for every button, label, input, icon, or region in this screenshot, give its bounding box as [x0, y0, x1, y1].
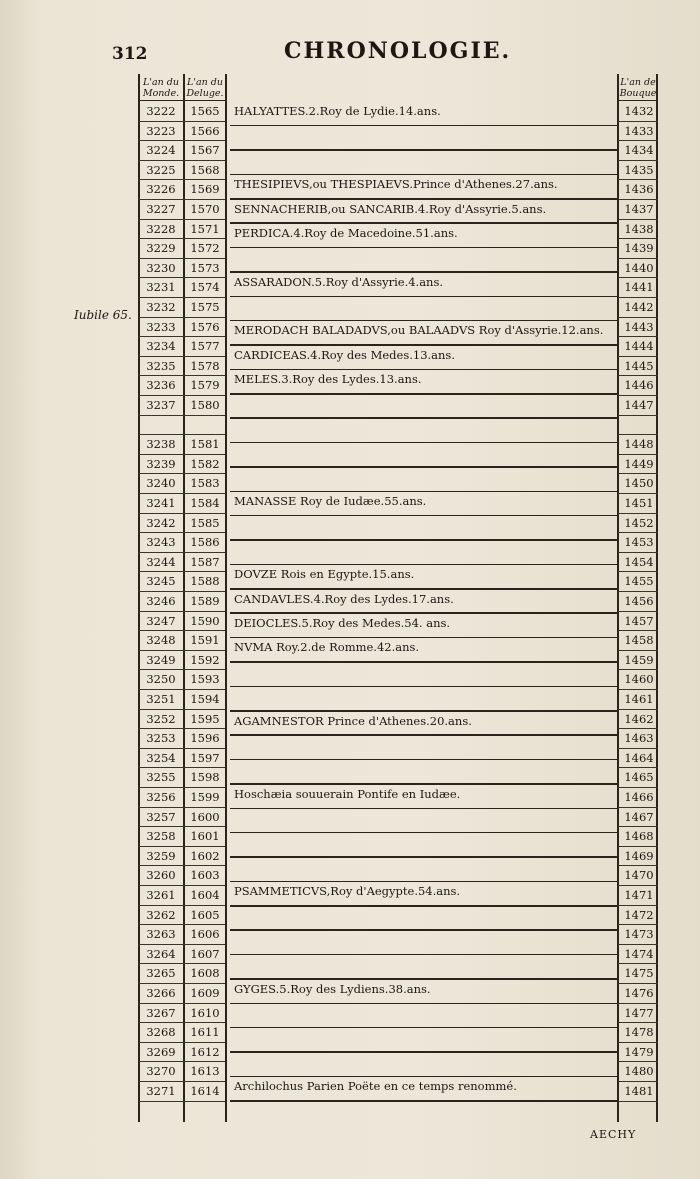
chronicle-entry — [230, 468, 618, 492]
year-of-world-cell: 3260 — [146, 868, 176, 883]
year-right-cell: 1443 — [624, 319, 654, 334]
running-title: CHRONOLOGIE. — [284, 38, 512, 64]
entry-text: CARDICEAS.4.Roy des Medes.13.ans. — [234, 347, 455, 362]
year-of-world-cell: 3248 — [146, 633, 176, 648]
chronicle-entry — [230, 955, 618, 979]
year-of-deluge-cell: 1591 — [190, 633, 220, 648]
year-of-world-cell: 3229 — [146, 241, 176, 256]
entry-text: MERODACH BALADADVS,ou BALAADVS Roy d'Assyrie.12.ans. — [234, 323, 604, 338]
year-right-cell: 1462 — [624, 711, 654, 726]
year-of-world-cell: 3256 — [146, 790, 176, 804]
year-of-world-cell: 3241 — [146, 496, 176, 510]
chronicle-entry — [230, 273, 618, 297]
year-of-deluge-cell: 1571 — [190, 221, 220, 236]
entry-text: MANASSE Roy de Iudæe.55.ans. — [234, 494, 427, 509]
year-right-cell: 1478 — [624, 1025, 654, 1040]
year-of-world-cell: 3245 — [146, 574, 176, 589]
year-right-cell: 1454 — [624, 554, 654, 569]
year-right-cell: 1446 — [624, 378, 654, 393]
year-right-cell: 1477 — [624, 1005, 654, 1020]
year-right-cell: 1445 — [624, 358, 654, 373]
year-of-world-cell: 3226 — [146, 182, 176, 197]
entry-text: SENNACHERIB,ou SANCARIB.4.Roy d'Assyrie.5.ans. — [234, 201, 547, 216]
year-of-world-cell: 3261 — [146, 888, 176, 902]
chronicle-entry — [230, 1053, 618, 1077]
year-of-world-cell: 3263 — [146, 927, 176, 942]
year-of-deluge-cell: 1574 — [190, 280, 220, 295]
year-of-deluge-cell: 1594 — [190, 692, 220, 706]
chronicle-entry — [230, 297, 618, 321]
year-right-cell: 1447 — [624, 398, 654, 412]
year-of-world-cell: 3265 — [146, 966, 176, 981]
year-of-deluge-cell: 1570 — [190, 202, 220, 216]
chronicle-entry — [230, 346, 618, 370]
year-of-deluge-cell: 1593 — [190, 672, 220, 687]
year-right-cell: 1433 — [624, 123, 654, 138]
year-of-world-cell: 3227 — [146, 202, 176, 216]
year-of-deluge-cell: 1575 — [190, 300, 220, 314]
chronicle-entry — [230, 614, 618, 638]
entry-text: PERDICA.4.Roy de Macedoine.51.ans. — [234, 225, 458, 240]
year-of-world-cell: 3234 — [146, 339, 176, 354]
year-right-cell: 1453 — [624, 535, 654, 550]
year-of-world-cell: 3223 — [146, 123, 176, 138]
year-of-world-cell: 3252 — [146, 711, 176, 726]
year-of-world-cell: 3222 — [146, 104, 176, 118]
year-right-cell: 1467 — [624, 809, 654, 824]
year-of-world-cell: 3233 — [146, 319, 176, 334]
year-of-deluge-cell: 1582 — [190, 456, 220, 471]
year-of-deluge-cell: 1592 — [190, 652, 220, 667]
entry-text: Archilochus Parien Poëte en ce temps renommé. — [234, 1079, 517, 1094]
year-of-deluge-cell: 1590 — [190, 613, 220, 628]
header-bouque: L'an de Bouque — [619, 77, 657, 99]
year-right-cell: 1468 — [624, 829, 654, 844]
year-right-cell: 1456 — [624, 594, 654, 608]
year-right-cell: 1438 — [624, 221, 654, 236]
chronicle-entry — [230, 931, 618, 955]
chronicle-entry — [230, 858, 618, 882]
year-of-deluge-cell: 1587 — [190, 554, 220, 569]
year-of-deluge-cell: 1588 — [190, 574, 220, 589]
year-of-deluge-cell: 1586 — [190, 535, 220, 550]
year-of-deluge-cell: 1573 — [190, 260, 220, 275]
header-rule — [618, 100, 658, 101]
chronicle-entry — [230, 785, 618, 809]
entry-text: NVMA Roy.2.de Romme.42.ans. — [234, 640, 420, 655]
year-right-cell: 1474 — [624, 946, 654, 961]
year-of-deluge-cell: 1589 — [190, 594, 220, 608]
entry-text: AGAMNESTOR Prince d'Athenes.20.ans. — [234, 713, 472, 728]
year-of-world-cell: 3251 — [146, 692, 176, 706]
year-right-cell: 1457 — [624, 613, 654, 628]
year-right-cell: 1437 — [624, 202, 654, 216]
year-of-world-cell: 3247 — [146, 613, 176, 628]
year-of-world-cell: 3224 — [146, 143, 176, 158]
year-of-world-cell: 3240 — [146, 476, 176, 491]
year-of-deluge-cell: 1599 — [190, 790, 220, 804]
chronology-table — [138, 74, 658, 1122]
year-right-cell: 1469 — [624, 848, 654, 863]
year-right-cell: 1460 — [624, 672, 654, 687]
chronicle-entry — [230, 419, 618, 443]
header-rule — [138, 100, 225, 101]
entry-text: ASSARADON.5.Roy d'Assyrie.4.ans. — [234, 274, 444, 289]
year-of-world-cell: 3230 — [146, 260, 176, 275]
page-number: 312 — [112, 44, 148, 64]
year-of-world-cell: 3257 — [146, 809, 176, 824]
year-right-cell: 1475 — [624, 966, 654, 981]
year-of-deluge-cell: 1597 — [190, 750, 220, 765]
year-of-world-cell: 3266 — [146, 986, 176, 1000]
margin-note-jubilee: Iubile 65. — [74, 308, 132, 322]
year-of-deluge-cell: 1584 — [190, 496, 220, 510]
year-of-world-cell: 3236 — [146, 378, 176, 393]
year-right-cell: 1472 — [624, 907, 654, 922]
chronicle-entry — [230, 882, 618, 906]
year-of-world-cell: 3243 — [146, 535, 176, 550]
chronicle-entry — [230, 126, 618, 150]
year-right-cell: 1455 — [624, 574, 654, 589]
year-of-world-cell: 3232 — [146, 300, 176, 314]
year-of-deluge-cell: 1580 — [190, 398, 220, 412]
entry-text: Hoschæia souuerain Pontife en Iudæe. — [234, 786, 461, 801]
chronicle-entry — [230, 1028, 618, 1052]
year-of-deluge-cell: 1595 — [190, 711, 220, 726]
year-of-world-cell: 3225 — [146, 162, 176, 177]
year-right-cell: 1473 — [624, 927, 654, 942]
entry-text: HALYATTES.2.Roy de Lydie.14.ans. — [234, 104, 441, 118]
year-of-deluge-cell: 1605 — [190, 907, 220, 922]
row-rule — [138, 1101, 225, 1102]
year-of-world-cell: 3250 — [146, 672, 176, 687]
year-of-deluge-cell: 1577 — [190, 339, 220, 354]
row-rule — [618, 1101, 658, 1102]
entry-text: THESIPIEVS,ou THESPIAEVS.Prince d'Athenes.27.ans. — [234, 177, 558, 192]
entry-text: CANDAVLES.4.Roy des Lydes.17.ans. — [234, 591, 454, 606]
chronicle-entry — [230, 321, 618, 345]
year-right-cell: 1458 — [624, 633, 654, 648]
chronicle-entry — [230, 663, 618, 687]
year-of-deluge-cell: 1610 — [190, 1005, 220, 1020]
year-of-world-cell: 3255 — [146, 770, 176, 785]
chronicle-entry — [230, 833, 618, 857]
catchword: AECHY — [590, 1128, 637, 1141]
year-of-deluge-cell: 1581 — [190, 437, 220, 452]
year-right-cell: 1470 — [624, 868, 654, 883]
year-of-world-cell: 3228 — [146, 221, 176, 236]
year-right-cell: 1481 — [624, 1084, 654, 1098]
year-of-deluge-cell: 1613 — [190, 1064, 220, 1079]
year-of-deluge-cell: 1603 — [190, 868, 220, 883]
year-of-world-cell: 3242 — [146, 515, 176, 530]
year-of-world-cell: 3264 — [146, 946, 176, 961]
entry-text: DOVZE Rois en Egypte.15.ans. — [234, 567, 415, 582]
entry-text: PSAMMETICVS,Roy d'Aegypte.54.ans. — [234, 884, 461, 899]
year-of-world-cell: 3246 — [146, 594, 176, 608]
year-of-world-cell: 3244 — [146, 554, 176, 569]
year-right-cell: 1466 — [624, 790, 654, 804]
year-of-deluge-cell: 1572 — [190, 241, 220, 256]
chronicle-entry — [230, 565, 618, 589]
year-of-deluge-cell: 1566 — [190, 123, 220, 138]
chronicle-entry — [230, 809, 618, 833]
year-of-deluge-cell: 1585 — [190, 515, 220, 530]
year-right-cell: 1464 — [624, 750, 654, 765]
chronicle-entry — [230, 1004, 618, 1028]
year-right-cell: 1436 — [624, 182, 654, 197]
year-of-world-cell: 3254 — [146, 750, 176, 765]
year-of-deluge-cell: 1606 — [190, 927, 220, 942]
year-right-cell: 1441 — [624, 280, 654, 295]
year-of-world-cell: 3249 — [146, 652, 176, 667]
entry-text: DEIOCLES.5.Roy des Medes.54. ans. — [234, 615, 451, 630]
year-of-world-cell: 3239 — [146, 456, 176, 471]
year-right-cell: 1471 — [624, 888, 654, 902]
chronicle-entry — [230, 590, 618, 614]
chronicle-entry — [230, 492, 618, 516]
year-of-world-cell: 3262 — [146, 907, 176, 922]
chronicle-entry — [230, 687, 618, 711]
year-right-cell: 1451 — [624, 496, 654, 510]
chronicle-entry — [230, 370, 618, 394]
header-monde: L'an du Monde. — [142, 77, 180, 99]
year-of-world-cell: 3259 — [146, 848, 176, 863]
chronicle-entry — [230, 224, 618, 248]
year-right-cell: 1450 — [624, 476, 654, 491]
year-of-world-cell: 3253 — [146, 731, 176, 746]
year-of-deluge-cell: 1607 — [190, 946, 220, 961]
year-of-world-cell: 3268 — [146, 1025, 176, 1040]
chronicle-entry — [230, 980, 618, 1004]
year-of-deluge-cell: 1568 — [190, 162, 220, 177]
chronicle-entry — [230, 395, 618, 419]
entry-rule — [230, 1100, 618, 1102]
header-deluge: L'an du Deluge. — [186, 77, 224, 99]
year-of-world-cell: 3258 — [146, 829, 176, 844]
year-right-cell: 1442 — [624, 300, 654, 314]
year-of-deluge-cell: 1609 — [190, 986, 220, 1000]
year-right-cell: 1461 — [624, 692, 654, 706]
year-right-cell: 1435 — [624, 162, 654, 177]
year-right-cell: 1459 — [624, 652, 654, 667]
year-of-world-cell: 3267 — [146, 1005, 176, 1020]
year-right-cell: 1463 — [624, 731, 654, 746]
year-of-deluge-cell: 1598 — [190, 770, 220, 785]
year-right-cell: 1439 — [624, 241, 654, 256]
year-right-cell: 1452 — [624, 515, 654, 530]
year-of-world-cell: 3238 — [146, 437, 176, 452]
year-of-world-cell: 3235 — [146, 358, 176, 373]
chronicle-entry — [230, 736, 618, 760]
year-of-deluge-cell: 1611 — [190, 1025, 220, 1040]
year-of-world-cell: 3270 — [146, 1064, 176, 1079]
year-right-cell: 1479 — [624, 1044, 654, 1059]
year-right-cell: 1432 — [624, 104, 654, 118]
year-right-cell: 1480 — [624, 1064, 654, 1079]
year-of-world-cell: 3231 — [146, 280, 176, 295]
chronicle-entry — [230, 443, 618, 467]
year-right-cell: 1449 — [624, 456, 654, 471]
year-of-deluge-cell: 1608 — [190, 966, 220, 981]
chronicle-entry — [230, 1077, 618, 1101]
year-right-cell: 1444 — [624, 339, 654, 354]
year-of-deluge-cell: 1583 — [190, 476, 220, 491]
year-right-cell: 1448 — [624, 437, 654, 452]
year-of-world-cell: 3271 — [146, 1084, 176, 1098]
year-of-deluge-cell: 1614 — [190, 1084, 220, 1098]
year-of-world-cell: 3269 — [146, 1044, 176, 1059]
year-right-cell: 1434 — [624, 143, 654, 158]
chronicle-entry — [230, 102, 618, 126]
chronicle-entry — [230, 760, 618, 784]
chronicle-entry — [230, 907, 618, 931]
year-of-deluge-cell: 1602 — [190, 848, 220, 863]
year-right-cell: 1440 — [624, 260, 654, 275]
year-of-deluge-cell: 1567 — [190, 143, 220, 158]
year-of-deluge-cell: 1569 — [190, 182, 220, 197]
year-of-world-cell: 3237 — [146, 398, 176, 412]
year-of-deluge-cell: 1600 — [190, 809, 220, 824]
year-of-deluge-cell: 1565 — [190, 104, 220, 118]
year-of-deluge-cell: 1579 — [190, 378, 220, 393]
chronicle-entry — [230, 200, 618, 224]
year-of-deluge-cell: 1601 — [190, 829, 220, 844]
chronicle-entry — [230, 151, 618, 175]
entry-text: MELES.3.Roy des Lydes.13.ans. — [234, 372, 422, 387]
year-of-deluge-cell: 1578 — [190, 358, 220, 373]
entry-text: GYGES.5.Roy des Lydiens.38.ans. — [234, 981, 431, 996]
chronicle-entry — [230, 175, 618, 199]
year-of-deluge-cell: 1612 — [190, 1044, 220, 1059]
year-of-deluge-cell: 1596 — [190, 731, 220, 746]
chronicle-entry — [230, 712, 618, 736]
chronicle-entry — [230, 248, 618, 272]
year-right-cell: 1465 — [624, 770, 654, 785]
year-of-deluge-cell: 1576 — [190, 319, 220, 334]
chronicle-entry — [230, 516, 618, 540]
year-of-deluge-cell: 1604 — [190, 888, 220, 902]
chronicle-entry — [230, 638, 618, 662]
chronicle-entry — [230, 541, 618, 565]
year-right-cell: 1476 — [624, 986, 654, 1000]
